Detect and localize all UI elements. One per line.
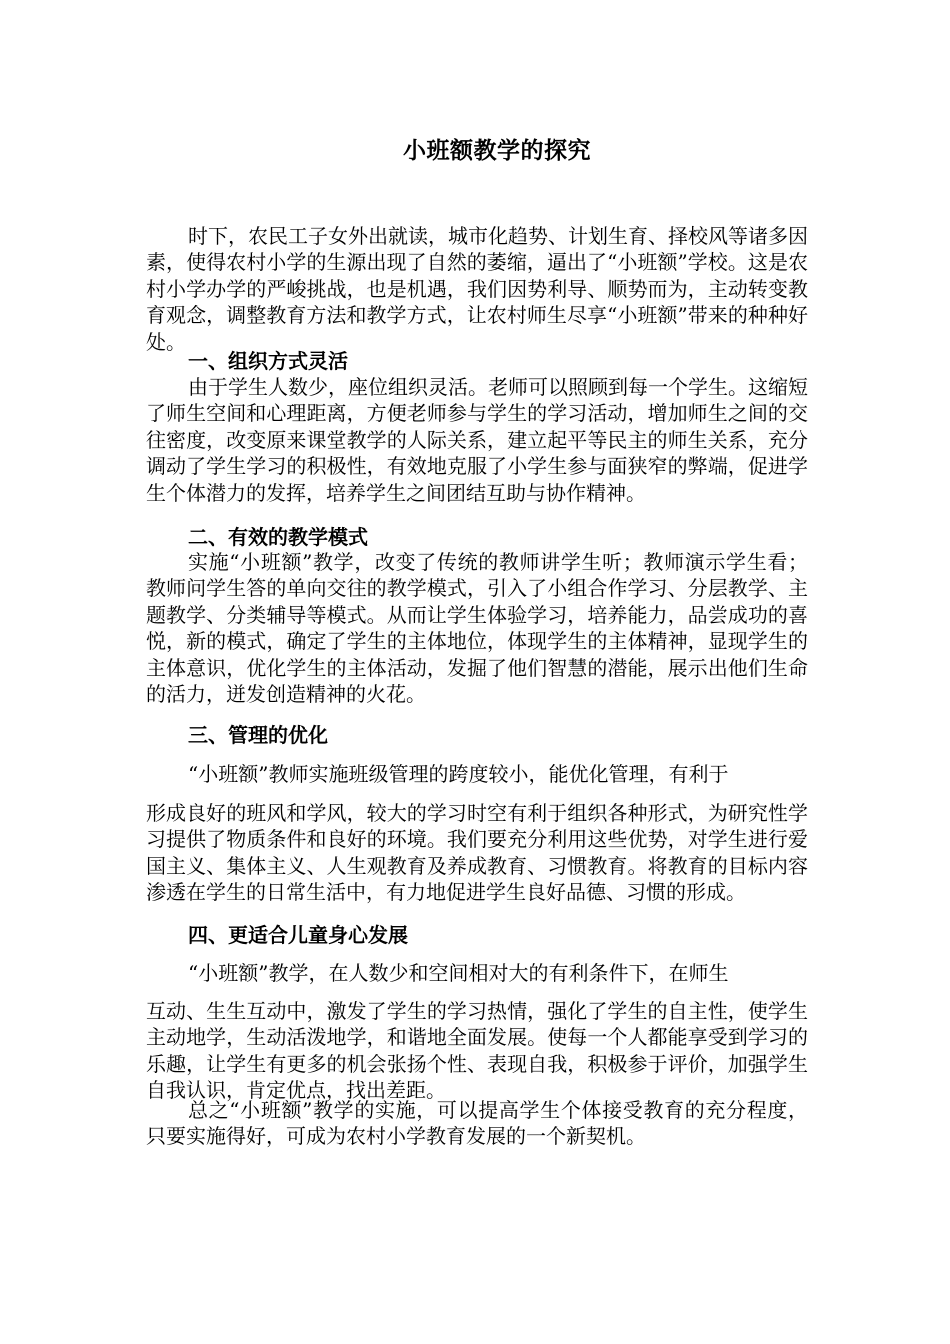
- section4-body-first-line: “小班额”教学，在人数少和空间相对大的有利条件下，在师生: [188, 961, 729, 985]
- section1-heading: 一、组织方式灵活: [188, 349, 348, 373]
- document-title: 小班额教学的探究: [403, 137, 591, 164]
- section3-body-first-line: “小班额”教师实施班级管理的跨度较小，能优化管理，有利于: [188, 762, 729, 786]
- section1-body: 由于学生人数少，座位组织灵活。老师可以照顾到每一个学生。这缩短了师生空间和心理距离，方便老师参与学生的学习活动，增加师生之间的交往密度，改变原来课堂教学的人际关系，建立起平等民主的师生关系，充分调动了学生学习的积极性，有效地克服了小学生参与面狭窄的弊端，促进学生个体潜力的发挥，培养学生之间团结互助与协作精神。: [146, 375, 808, 505]
- section2-heading: 二、有效的教学模式: [188, 525, 368, 549]
- section4-heading: 四、更适合儿童身心发展: [188, 923, 408, 947]
- section3-body: 形成良好的班风和学风，较大的学习时空有利于组织各种形式，为研究性学习提供了物质条件和良好的环境。我们要充分利用这些优势，对学生进行爱国主义、集体主义、人生观教育及养成教育、习惯教育。将教育的目标内容渗透在学生的日常生活中，有力地促进学生良好品德、习惯的形成。: [146, 801, 808, 905]
- section4-body: 互动、生生互动中，激发了学生的学习热情，强化了学生的自主性，使学生主动地学，生动活泼地学，和谐地全面发展。使每一个人都能享受到学习的乐趣，让学生有更多的机会张扬个性、表现自我，积极参于评价，加强学生自我认识，肯定优点，找出差距。: [146, 999, 808, 1103]
- intro-paragraph: 时下，农民工子女外出就读，城市化趋势、计划生育、择校风等诸多因素，使得农村小学的生源出现了自然的萎缩，逼出了“小班额”学校。这是农村小学办学的严峻挑战，也是机遇，我们因势利导、顺势而为，主动转变教育观念，调整教育方法和教学方式，让农村师生尽享“小班额”带来的种种好处。: [146, 224, 808, 354]
- section3-heading: 三、管理的优化: [188, 723, 328, 747]
- conclusion-paragraph: 总之“小班额”教学的实施，可以提高学生个体接受教育的充分程度，只要实施得好，可成为农村小学教育发展的一个新契机。: [146, 1098, 808, 1149]
- section2-body: 实施“小班额”教学，改变了传统的教师讲学生听；教师演示学生看；教师问学生答的单向交往的教学模式，引入了小组合作学习、分层教学、主题教学、分类辅导等模式。从而让学生体验学习，培养能力，品尝成功的喜悦，新的模式，确定了学生的主体地位，体现学生的主体精神，显现学生的主体意识，优化学生的主体活动，发掘了他们智慧的潜能，展示出他们生命的活力，迸发创造精神的火花。: [146, 550, 808, 707]
